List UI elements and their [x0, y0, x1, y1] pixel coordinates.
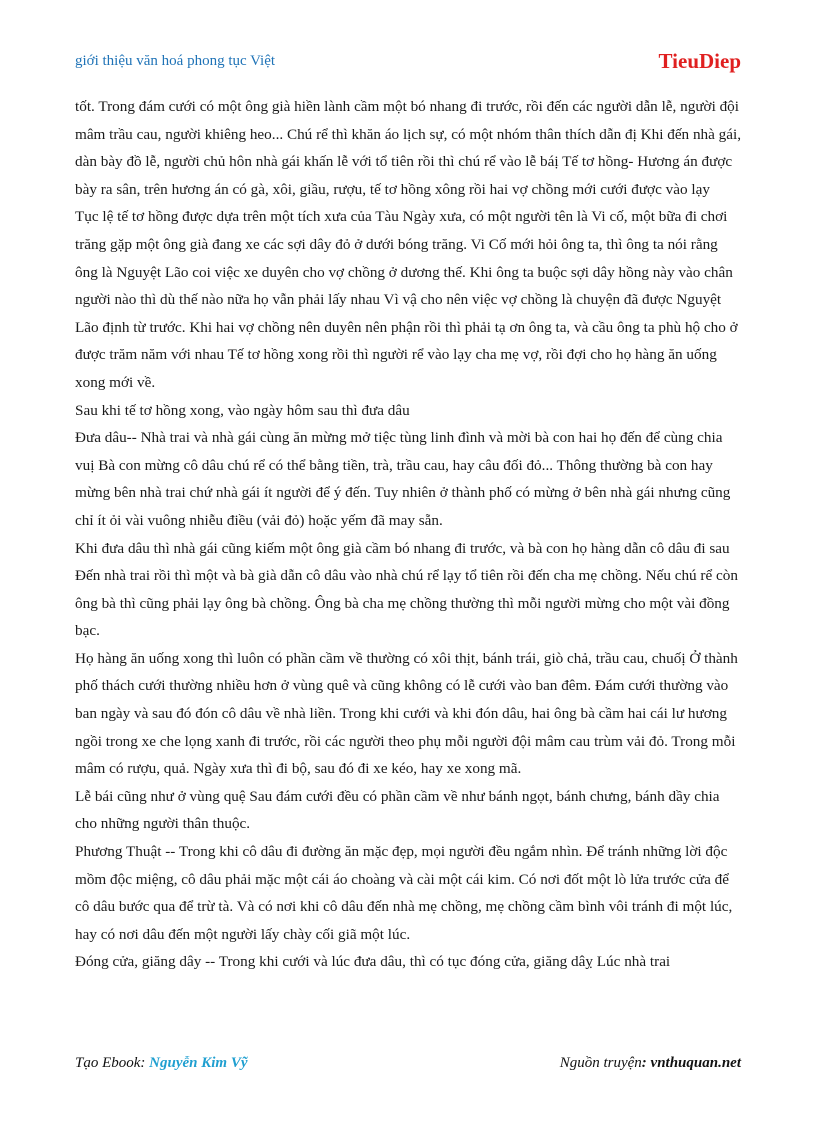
footer-author: Nguyễn Kim Vỹ	[149, 1055, 248, 1071]
paragraph: Lễ bái cũng như ở vùng quệ Sau đám cưới đều có phần cầm về như bánh ngọt, bánh chưng, bánh dầy chia cho những người thân thuộc.	[75, 787, 720, 833]
paragraph: Họ hàng ăn uống xong thì luôn có phần cầm về thường có xôi thịt, bánh trái, giò chả, trầu cau, chuốị Ở thành phố thách cưới thường nhiều hơn ở vùng quê và cũng không có lễ cưới vào ban đêm. Đám cưới thường vào ban ngày và sau đó đón cô dâu về nhà liền. Trong khi cưới và khi đón dâu, hai ông bà cầm hai cái lư hương ngồi trong xe che lọng xanh đi trước, rồi các người theo phụ mỗi người đội mâm cau trùm vải đỏ. Trong mỗi mâm có rượu, quả. Ngày xưa thì đi bộ, sau đó đi xe kéo, hay xe xong mã.	[75, 649, 738, 778]
paragraph: Đưa dâu-- Nhà trai và nhà gái cùng ăn mừng mở tiệc tùng linh đình và mời bà con hai họ đến để cùng chia vuị Bà con mừng cô dâu chú rể có thể bằng tiền, trà, trầu cau, hay câu đối đỏ... Thông thường bà con hay mừng bên nhà trai chứ nhà gái ít người để ý đến. Tuy nhiên ở thành phố có mừng ở bên nhà gái nhưng cũng chỉ ít ỏi vài vuông nhiễu điều (vải đỏ) hoặc yếm đã may sẵn.	[75, 429, 731, 529]
paragraph: tốt. Trong đám cưới có một ông già hiền lành cầm một bó nhang đi trước, rồi đến các người dẫn lễ, người đội mâm trầu cau, người khiêng heo... Chú rể thì khăn áo lịch sự, có một nhóm thân thích dẫn đị Khi đến nhà gái, dàn bày đồ lễ, người chủ hôn nhà gái khấn lễ với tổ tiên rồi thì chú rể vào lễ báị Tế tơ hồng- Hương án được bày ra sân, trên hương án có gà, xôi, giầu, rượu, tế tơ hồng xông rồi hai vợ chồng mới cưới được vào lạy	[75, 98, 742, 198]
footer-source-site: vnthuquan.net	[650, 1055, 741, 1071]
footer-source-label: Nguồn truyện	[559, 1055, 642, 1071]
paragraph: Sau khi tế tơ hồng xong, vào ngày hôm sau thì đưa dâu	[75, 401, 410, 419]
paragraph: Tục lệ tế tơ hồng được dựa trên một tích xưa của Tàu Ngày xưa, có một người tên là Vi cố, một bữa đi chơi trăng gặp một ông già đang xe các sợi dây đỏ ở dưới bóng trăng. Vi Cố mới hỏi ông ta, thì ông ta nói rằng ông là Nguyệt Lão coi việc xe duyên cho vợ chồng ở dương thế. Khi ông ta buộc sợi dây hồng này vào chân người nào thì dù thế nào nữa họ vẫn phải lấy nhau Vì vậ cho nên việc vợ chồng là chuyện đã được Nguyệt Lão định từ trước. Khi hai vợ chồng nên duyên nên phận rồi thì phải tạ ơn ông ta, và cầu ông ta phù hộ cho ở được trăm năm với nhau Tế tơ hồng xong rồi thì người rể vào lạy cha mẹ vợ, rồi đợi cho họ hàng ăn uống xong mới về.	[75, 208, 738, 391]
footer-source-credit	[560, 1055, 741, 1072]
header-brand: TieuDiep	[658, 49, 741, 73]
paragraph: Khi đưa dâu thì nhà gái cũng kiếm một ông già cầm bó nhang đi trước, và bà con họ hàng dẫn cô dâu đi sau Đến nhà trai rồi thì một và bà già dẫn cô dâu vào nhà chú rể lạy tổ tiên rồi đến cha mẹ chồng. Nếu chú rể còn ông bà thì cũng phải lạy ông bà chồng. Ông bà cha mẹ chồng thường thì mỗi người mừng cho một vài đồng bạc.	[75, 539, 738, 640]
paragraph: Phương Thuật -- Trong khi cô dâu đi đường ăn mặc đẹp, mọi người đều ngắm nhìn. Để tránh những lời độc mồm độc miệng, cô dâu phải mặc một cái áo choàng và cài một cái kim. Có nơi đốt một lò lửa trước cửa để cô dâu bước qua để trừ tà. Và có nơi khi cô dâu đến nhà mẹ chồng, mẹ chồng cầm bình vôi tránh đi một lúc, hay có nơi dâu đến một người lấy chày cối giã một lúc.	[75, 843, 733, 943]
footer-ebook-credit	[75, 1055, 248, 1072]
footer-separator: :	[641, 1055, 651, 1071]
footer-ebook-label: Tạo Ebook	[75, 1055, 141, 1071]
document-body	[75, 93, 743, 976]
paragraph: Đóng cửa, giăng dây -- Trong khi cưới và lúc đưa dâu, thì có tục đóng cửa, giăng dâỵ Lúc nhà trai	[75, 953, 671, 971]
header-title: giới thiệu văn hoá phong tục Việt	[75, 53, 276, 69]
footer-separator: :	[140, 1055, 150, 1071]
